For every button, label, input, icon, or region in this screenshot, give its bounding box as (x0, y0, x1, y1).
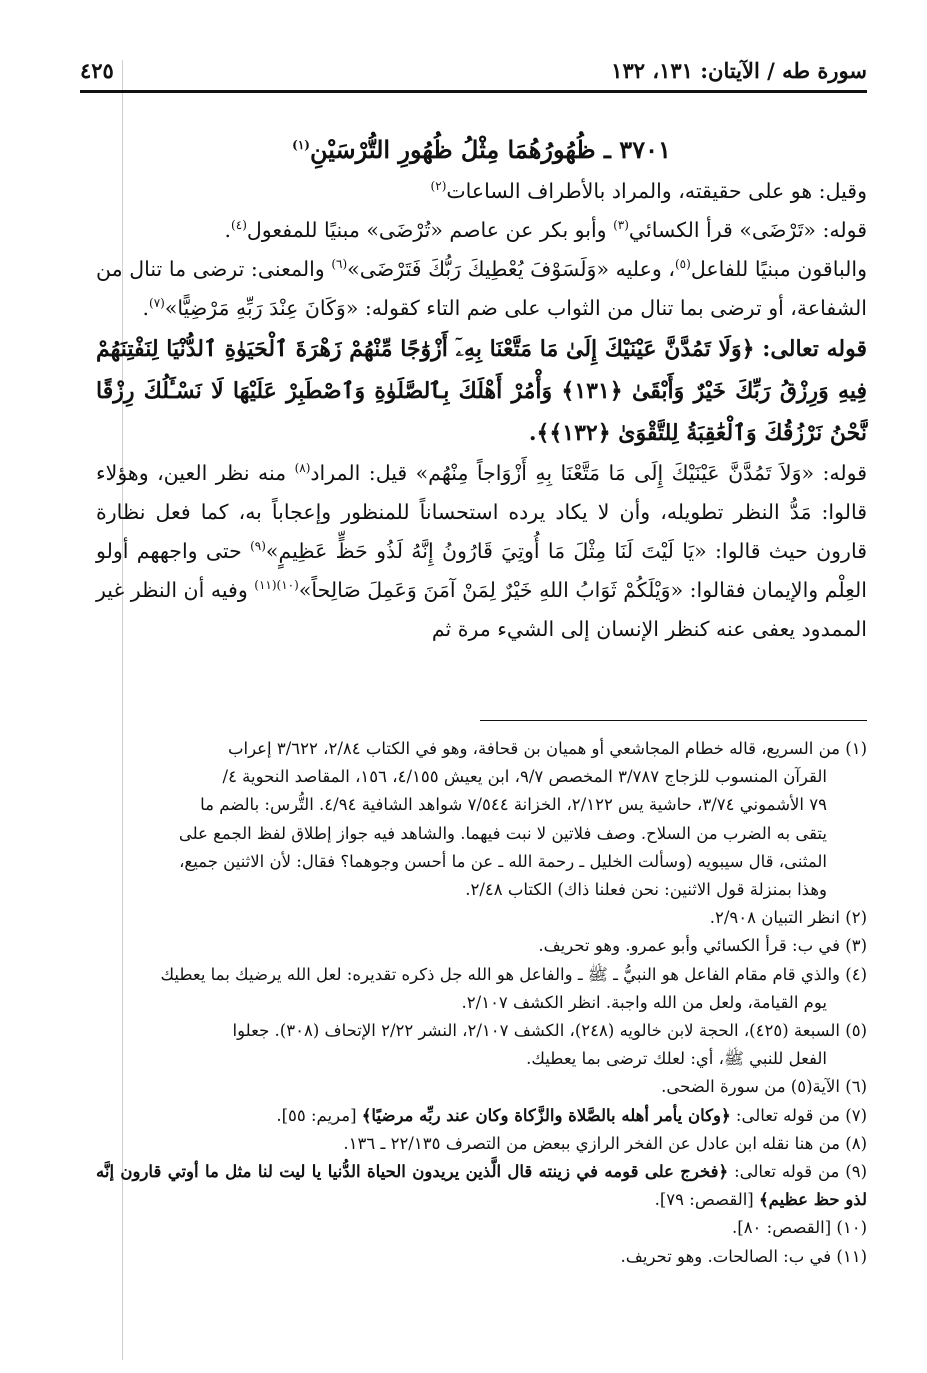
footnote-1-cont: المثنى، قال سيبويه (وسألت الخليل ـ رحمة الله ـ عن ما أحسن وجوهما؟ فقال: لأن الاثنين جميع، (179, 851, 827, 871)
page-number: ٤٢٥ (80, 58, 114, 83)
footnotes (96, 735, 867, 1271)
footnote-2: (٢) انظر التبيان ٢/٩٠٨. (709, 908, 867, 928)
footnote-ref: (٩) (250, 539, 266, 554)
paragraph: والباقون مبنيًا للفاعل$^{(٥)}$، وعليه «وَلَسَوْفَ يُعْطِيكَ رَبُّكَ فَتَرْضَى»$^{(٦)}$ والمعنى: ترضى ما تنال من الشفاعة، أو ترضى بما تنال من الثواب على ضم التاء كقوله: «وَكَانَ عِنْدَ رَبِّهِ مَرْضِيًّا»$^{(٧)}$. (96, 257, 868, 320)
footnote-4-cont: يوم القيامة، ولعل من الله واجبة. انظر الكشف ٢/١٠٧. (461, 992, 827, 1012)
footnote-ref: (١) (292, 138, 310, 152)
quran-block: قوله تعالى: ﴿وَلَا تَمُدَّنَّ عَيْنَيْكَ إِلَىٰ مَا مَتَّعْنَا بِهِۦٓ أَزْوَٰجًا مِّنْهُمْ زَهْرَةَ ٱلْحَيَوٰةِ ٱلدُّنْيَا لِنَفْتِنَهُمْ فِيهِ وَرِزْقُ رَبِّكَ خَيْرٌ وَأَبْقَىٰ ﴿١٣١﴾ وَأْمُرْ أَهْلَكَ بِٱلصَّلَوٰةِ وَٱصْطَبِرْ عَلَيْهَا لَا نَسْـَٔلُكَ رِزْقًا نَّحْنُ نَرْزُقُكَ وَٱلْعَٰقِبَةُ لِلتَّقْوَىٰ ﴿١٣٢﴾﴾. (96, 336, 867, 446)
footnote-5-cont: الفعل للنبي ﷺ، أي: لعلك ترضى بما يعطيك. (526, 1049, 827, 1069)
footnote-ref: (٧) (149, 296, 165, 311)
footnote-ref: (٨) (294, 461, 311, 476)
paragraph: قوله: «تَرْضَى» قرأ الكسائي$^{(٣)}$ وأبو بكر عن عاصم «تُرْضَى» مبنيًا للمفعول$^{(٤)}$. (224, 218, 867, 242)
footnote-7: (٧) من قوله تعالى: ﴿وكان يأمر أهله بالصَّلاة والزَّكاة وكان عند ربِّه مرضيًا﴾ [مريم: ٥٥]. (276, 1105, 867, 1125)
footnote-8: (٨) من هنا نقله ابن عادل عن الفخر الرازي ببعض من التصرف ٢٢/١٣٥ ـ ١٣٦. (343, 1133, 867, 1153)
footnote-separator (480, 720, 867, 721)
footnote-10: (١٠) [القصص: ٨٠]. (732, 1218, 867, 1238)
paragraph: وقيل: هو على حقيقته، والمراد بالأطراف الساعات$^{(٢)}$ (430, 179, 867, 203)
footnote-1-cont: القرآن المنسوب للزجاج ٣/٧٨٧ المخصص ٩/٧، ابن يعيش ٤/١٥٥، ١٥٦، المقاصد النحوية ٤/ (222, 767, 827, 787)
paragraph: قوله: «وَلاَ تَمُدَّنَّ عَيْنَيْكَ إِلَى مَا مَتَّعْنَا بِهِ أَزْوَاجاً مِنْهُم» قيل: المراد$^{(٨)}$ منه نظر العين، وهؤلاء قالوا: مَدُّ النظر تطويله، وأن لا يكاد يرده استحساناً للمنظور وإعجاباً به، كما فعل نظارة قارون حيث قالوا: «يَا لَيْتَ لَنَا مِثْلَ مَا أُوتِيَ قَارُونُ إِنَّهُ لَذُو حَظٍّ عَظِيمٍ»$^{(٩)}$ حتى واجههم أولو العِلْم والإيمان فقالوا: «وَيْلَكُمْ ثَوَابُ اللهِ خَيْرٌ لِمَنْ آمَنَ وَعَمِلَ صَالِحاً»$^{(١٠)(١١)}$ وفيه أن النظر غير الممدود يعفى عنه كنظر الإنسان إلى الشيء مرة ثم (96, 461, 867, 641)
footnote-6: (٦) الآية(٥) من سورة الضحى. (661, 1077, 867, 1097)
main-text (96, 128, 867, 649)
quran-quote: ﴿فخرج على قومه في زينته قال الَّذين يريدون الحياة الدُّنيا يا ليت لنا مثل ما أوتي قارون إنَّه لذو حظ عظيم﴾ (96, 1162, 867, 1210)
quran-quote: ﴿وكان يأمر أهله بالصَّلاة والزَّكاة وكان عند ربِّه مرضيًا﴾ (361, 1105, 731, 1125)
header-rule (80, 90, 867, 93)
footnote-5: (٥) السبعة (٤٢٥)، الحجة لابن خالويه (٢٤٨)، الكشف ٢/١٠٧، النشر ٢/٢٢ الإتحاف (٣٠٨). جعلوا (232, 1021, 867, 1041)
footnote-1-cont: يتقى به الضرب من السلاح. وصف فلاتين لا نبت فيهما. والشاهد فيه جواز إطلاق لفظ الجمع على (178, 823, 827, 843)
running-header (80, 58, 867, 92)
footnote-ref: (٦) (331, 257, 348, 272)
footnote-3: (٣) في ب: قرأ الكسائي وأبو عمرو. وهو تحريف. (538, 936, 867, 956)
header-title: سورة طه / الآيتان: ١٣١، ١٣٢ (611, 58, 867, 83)
footnote-ref: (١٠)(١١) (254, 578, 299, 593)
poetry-verse: ٣٧٠١ ـ ظُهُورُهُمَا مِثْلُ ظُهُورِ التُّرْسَيْنِ$^{(١)}$ (292, 135, 671, 164)
footnote-1-cont: ٧٩ الأشموني ٣/٧٤، حاشية يس ٢/١٢٢، الخزانة ٧/٥٤٤ شواهد الشافية ٤/٩٤. التُّرس: بالضم ما (200, 795, 827, 815)
footnote-1-cont: وهذا بمنزلة قول الاثنين: نحن فعلنا ذاك) الكتاب ٢/٤٨. (465, 880, 827, 900)
footnote-9: (٩) من قوله تعالى: ﴿فخرج على قومه في زينته قال الَّذين يريدون الحياة الدُّنيا يا ليت لنا مثل ما أوتي قارون إنَّه لذو حظ عظيم﴾ [القصص: ٧٩]. (96, 1162, 867, 1210)
footnote-11: (١١) في ب: الصالحات. وهو تحريف. (620, 1246, 867, 1266)
footnote-ref: (٢) (430, 179, 447, 194)
footnote-ref: (٣) (613, 218, 629, 233)
footnote-1: (١) من السريع، قاله خطام المجاشعي أو هميان بن قحافة، وهو في الكتاب ٢/٨٤، ٣/٦٢٢ إعراب (227, 739, 867, 758)
footnote-4: (٤) والذي قام مقام الفاعل هو النبيُّ ـ ﷺ ـ والفاعل هو الله جل ذكره تقديره: لعل الله يرضيك بما يعطيك (160, 964, 867, 984)
footnote-ref: (٤) (231, 218, 247, 233)
footnote-ref: (٥) (674, 257, 691, 272)
